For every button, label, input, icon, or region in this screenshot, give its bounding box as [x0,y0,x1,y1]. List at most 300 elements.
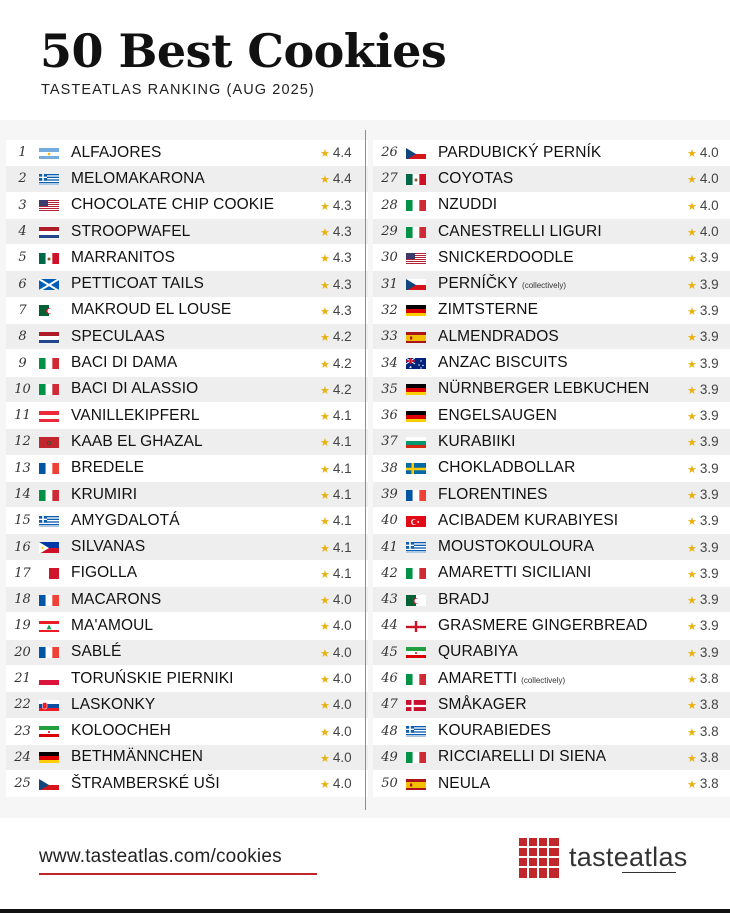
flag-italy-icon [39,489,59,501]
ranking-row [6,771,368,797]
ranking-row [6,640,368,666]
flag-france-icon [39,646,59,658]
rating [687,566,730,581]
cookie-name [71,144,320,162]
tasteatlas-logo-icon [519,838,559,878]
rating-value: 3.8 [699,723,719,739]
ranking-row [373,271,730,297]
cookie-name-text: PARDUBICKÝ PERNÍK [438,143,602,161]
cookie-name [438,538,687,556]
rating-value: 4.0 [699,145,719,161]
rating-value: 4.0 [332,618,352,634]
brand-name: tasteatlas [569,842,688,872]
cookie-name [438,643,687,661]
cookie-name [71,275,320,293]
rating [320,434,368,449]
star-icon: ★ [320,332,330,345]
rank-number: 18 [14,592,31,608]
cookie-name [438,748,687,766]
rank-number: 8 [18,329,27,345]
star-icon: ★ [320,174,330,187]
rating-value: 3.9 [699,592,719,608]
rank-number: 30 [381,250,398,266]
ranking-row [6,298,368,324]
star-icon: ★ [687,437,697,450]
flag-germany-icon [406,383,426,395]
star-icon: ★ [320,568,330,581]
cookie-name-text: BACI DI ALASSIO [71,380,199,398]
cookie-name-text: MA'AMOUL [71,616,154,634]
rank-number: 16 [14,539,31,555]
rating [687,513,730,528]
flag-iran-icon [406,646,426,658]
cookie-name [71,223,320,241]
rank-number: 11 [14,408,31,424]
ranking-row [6,324,368,350]
rating-value: 3.9 [699,539,719,555]
rating [320,329,368,344]
rank-number: 49 [381,749,398,765]
rating-value: 4.1 [332,539,352,555]
rank-number: 28 [381,197,398,213]
cookie-name [71,696,320,714]
rating-value: 3.9 [699,434,719,450]
rating [687,329,730,344]
flag-usa-icon [39,199,59,211]
flag-germany-icon [406,410,426,422]
rank-number: 21 [14,671,31,687]
rating-value: 4.1 [332,408,352,424]
rating [687,592,730,607]
rating [687,145,730,160]
flag-netherlands-icon [39,331,59,343]
cookie-name-text: PERNÍČKY [438,275,519,293]
cookie-name [438,380,687,398]
ranking-row [373,245,730,271]
rank-number: 22 [14,697,31,713]
cookie-name-text: NZUDDI [438,196,498,214]
rating-value: 4.0 [699,197,719,213]
star-icon: ★ [687,358,697,371]
cookie-name [438,486,687,504]
ranking-row [6,482,368,508]
cookie-name-text: NEULA [438,774,491,792]
cookie-name [71,748,320,766]
cookie-name [71,354,320,372]
rating [687,697,730,712]
rating [320,750,368,765]
rating-value: 4.3 [332,276,352,292]
ranking-row [6,140,368,166]
rating-value: 4.4 [332,171,352,187]
footer-url-underline [39,873,317,875]
flag-denmark-icon [406,699,426,711]
rank-number: 47 [381,697,398,713]
ranking-row [6,377,368,403]
star-icon: ★ [320,411,330,424]
rank-number: 24 [14,749,31,765]
star-icon: ★ [320,358,330,371]
cookie-name-text: LASKONKY [71,695,156,713]
flag-austria-icon [39,410,59,422]
rank-number: 4 [18,224,27,240]
flag-italy-icon [406,226,426,238]
ranking-row [6,719,368,745]
rank-number: 17 [14,565,31,581]
rating [320,382,368,397]
rating [687,776,730,791]
flag-mexico-icon [39,252,59,264]
cookie-name-text: MOUSTOKOULOURA [438,538,595,556]
flag-sweden-icon [406,462,426,474]
rating [320,408,368,423]
rank-number: 2 [18,171,27,187]
cookie-name [438,670,687,688]
ranking-row [6,745,368,771]
cookie-name [71,170,320,188]
rank-number: 12 [14,434,31,450]
ranking-row [6,561,368,587]
rank-number: 32 [381,302,398,318]
star-icon: ★ [320,384,330,397]
ranking-row [373,587,730,613]
flag-scotland-icon [39,278,59,290]
cookie-name [438,433,687,451]
ranking-row [373,561,730,587]
flag-germany-icon [406,304,426,316]
rank-number: 26 [381,145,398,161]
star-icon: ★ [687,700,697,713]
bottom-rule [0,909,730,913]
rank-number: 15 [14,513,31,529]
flag-turkey-icon [406,515,426,527]
cookie-name [438,459,687,477]
rank-number: 31 [381,276,398,292]
ranking-row [373,377,730,403]
cookie-name [438,144,687,162]
star-icon: ★ [320,542,330,555]
rating [687,461,730,476]
ranking-row [6,534,368,560]
flag-morocco-icon [39,436,59,448]
brand-underline [622,872,676,873]
rating-value: 4.2 [332,329,352,345]
rank-number: 7 [18,302,27,318]
rating [320,776,368,791]
flag-italy-icon [39,357,59,369]
rating-value: 3.9 [699,329,719,345]
star-icon: ★ [320,463,330,476]
cookie-name [438,512,687,530]
flag-netherlands-icon [39,226,59,238]
rating-value: 4.0 [699,224,719,240]
rating [687,487,730,502]
cookie-name [71,775,320,793]
rank-number: 39 [381,487,398,502]
rating-value: 4.0 [332,592,352,608]
rating [320,513,368,528]
flag-slovakia-icon [39,699,59,711]
cookie-name [71,617,320,635]
ranking-row [6,666,368,692]
ranking-row [373,482,730,508]
flag-france-icon [39,594,59,606]
cookie-name [438,564,687,582]
rank-number: 48 [381,723,398,739]
rating-value: 4.0 [332,749,352,765]
ranking-row [6,456,368,482]
star-icon: ★ [320,595,330,608]
ranking-row [373,166,730,192]
cookie-name-text: KOURABIEDES [438,722,552,740]
cookie-name [438,354,687,372]
rating-value: 4.3 [332,250,352,266]
rating-value: 4.0 [332,644,352,660]
rank-number: 44 [381,618,398,634]
cookie-name-text: COYOTAS [438,169,514,187]
footer-url-link[interactable]: www.tasteatlas.com/cookies [39,846,282,867]
ranking-column-left [6,140,368,797]
flag-spain-icon [406,331,426,343]
rating [320,645,368,660]
cookie-name-text: ACIBADEM KURABIYESI [438,511,619,529]
rating [320,487,368,502]
cookie-name-text: ZIMTSTERNE [438,301,539,319]
ranking-row [373,456,730,482]
flag-poland-icon [39,673,59,685]
cookie-name [438,170,687,188]
page-title: 50 Best Cookies [40,24,447,78]
flag-bulgaria-icon [406,436,426,448]
star-icon: ★ [687,200,697,213]
cookie-name [71,722,320,740]
flag-lebanon-icon [39,620,59,632]
star-icon: ★ [320,148,330,161]
star-icon: ★ [687,726,697,739]
rating [687,171,730,186]
rank-number: 20 [14,644,31,660]
ranking-row [6,613,368,639]
cookie-name-text: MAKROUD EL LOUSE [71,301,232,319]
star-icon: ★ [687,332,697,345]
rank-number: 25 [14,776,31,792]
rating-value: 4.3 [332,302,352,318]
rating-value: 3.9 [699,487,719,502]
rank-number: 37 [381,434,398,450]
cookie-name-text: ANZAC BISCUITS [438,354,568,372]
ranking-row [373,140,730,166]
cookie-note: (collectively) [521,675,566,685]
ranking-row [373,429,730,455]
rank-number: 29 [381,224,398,240]
flag-czechia-icon [406,147,426,159]
rating-value: 3.9 [699,644,719,660]
star-icon: ★ [320,779,330,792]
flag-usa-icon [406,252,426,264]
rating-value: 4.1 [332,487,352,502]
ranking-row [373,350,730,376]
ranking-row [6,219,368,245]
rating-value: 3.9 [699,355,719,371]
flag-italy-icon [406,567,426,579]
cookie-name [438,196,687,214]
rating-value: 3.9 [699,618,719,634]
cookie-name-text: PETTICOAT TAILS [71,275,204,293]
rating [320,566,368,581]
cookie-name [438,328,687,346]
cookie-name [438,407,687,425]
cookie-name [438,249,687,267]
star-icon: ★ [320,752,330,765]
rating [687,618,730,633]
rating-value: 3.9 [699,460,719,476]
rank-number: 41 [381,539,398,555]
star-icon: ★ [320,647,330,660]
rank-number: 14 [14,487,31,502]
cookie-name-text: AMARETTI SICILIANI [438,564,592,582]
flag-malta-icon [39,567,59,579]
cookie-name-text: SILVANAS [71,538,146,556]
rating-value: 3.9 [699,565,719,581]
cookie-name-text: SABLÉ [71,643,122,661]
ranking-row [373,193,730,219]
ranking-row [6,692,368,718]
cookie-name [71,328,320,346]
rating-value: 4.1 [332,513,352,529]
cookie-name [71,301,320,319]
rating [320,277,368,292]
rating [320,540,368,555]
star-icon: ★ [687,148,697,161]
rating-value: 4.0 [332,776,352,792]
rating [320,724,368,739]
cookie-name-text: KOLOOCHEH [71,722,171,740]
cookie-name-text: MACARONS [71,590,162,608]
star-icon: ★ [687,253,697,266]
rating [320,303,368,318]
rating-value: 4.3 [332,197,352,213]
flag-france-icon [39,462,59,474]
rating-value: 3.8 [699,749,719,765]
cookie-name [71,670,320,688]
cookie-name [438,775,687,793]
rank-number: 9 [18,355,27,371]
ranking-row [6,245,368,271]
cookie-name-text: MARRANITOS [71,248,176,266]
flag-algeria-icon [39,304,59,316]
rating-value: 3.9 [699,408,719,424]
rating [687,303,730,318]
star-icon: ★ [687,227,697,240]
cookie-name [438,223,687,241]
rating [320,224,368,239]
cookie-name-text: SPECULAAS [71,327,165,345]
cookie-name-text: KAAB EL GHAZAL [71,432,203,450]
cookie-name [71,643,320,661]
star-icon: ★ [320,621,330,634]
flag-greece-icon [39,173,59,185]
cookie-name [71,249,320,267]
ranking-row [373,692,730,718]
ranking-row [6,429,368,455]
flag-iran-icon [39,725,59,737]
ranking-row [373,666,730,692]
rating [687,250,730,265]
rating-value: 3.9 [699,250,719,266]
cookie-name-text: RICCIARELLI DI SIENA [438,748,607,766]
star-icon: ★ [687,779,697,792]
rating [687,750,730,765]
cookie-name [71,433,320,451]
ranking-row [6,166,368,192]
cookie-name-text: BACI DI DAMA [71,354,178,372]
flag-italy-icon [406,751,426,763]
cookie-name-text: ALMENDRADOS [438,327,559,345]
flag-mexico-icon [406,173,426,185]
cookie-name-text: KRUMIRI [71,485,138,503]
ranking-column-right [373,140,730,797]
rating [687,277,730,292]
rank-number: 19 [14,618,31,634]
flag-czechia-icon [39,778,59,790]
rating [687,671,730,686]
star-icon: ★ [687,279,697,292]
rank-number: 35 [381,381,398,397]
star-icon: ★ [687,674,697,687]
ranking-row [6,350,368,376]
cookie-name-text: MELOMAKARONA [71,169,205,187]
rating-value: 4.1 [332,565,352,581]
star-icon: ★ [687,384,697,397]
ranking-row [373,640,730,666]
rating [320,671,368,686]
flag-italy-icon [406,199,426,211]
star-icon: ★ [320,227,330,240]
cookie-name [71,459,320,477]
cookie-name [71,538,320,556]
star-icon: ★ [687,174,697,187]
ranking-row [373,508,730,534]
cookie-name-text: STROOPWAFEL [71,222,191,240]
rank-number: 23 [14,723,31,739]
cookie-name [71,407,320,425]
rank-number: 38 [381,460,398,476]
star-icon: ★ [320,437,330,450]
cookie-name [438,301,687,319]
cookie-name [71,380,320,398]
rating [687,224,730,239]
rating-value: 3.9 [699,276,719,292]
rating-value: 4.0 [332,671,352,687]
cookie-name [438,617,687,635]
rating [320,198,368,213]
cookie-name-text: FIGOLLA [71,564,138,582]
star-icon: ★ [320,200,330,213]
ranking-row [6,508,368,534]
cookie-name [71,512,320,530]
rating-value: 4.2 [332,381,352,397]
ranking-row [373,613,730,639]
flag-italy-icon [406,673,426,685]
rating-value: 4.0 [332,723,352,739]
cookie-name-text: CANESTRELLI LIGURI [438,222,602,240]
flag-argentina-icon [39,147,59,159]
ranking-row [6,587,368,613]
rating [687,198,730,213]
cookie-name-text: ALFAJORES [71,143,162,161]
cookie-name [438,591,687,609]
rating-value: 4.0 [332,697,352,713]
